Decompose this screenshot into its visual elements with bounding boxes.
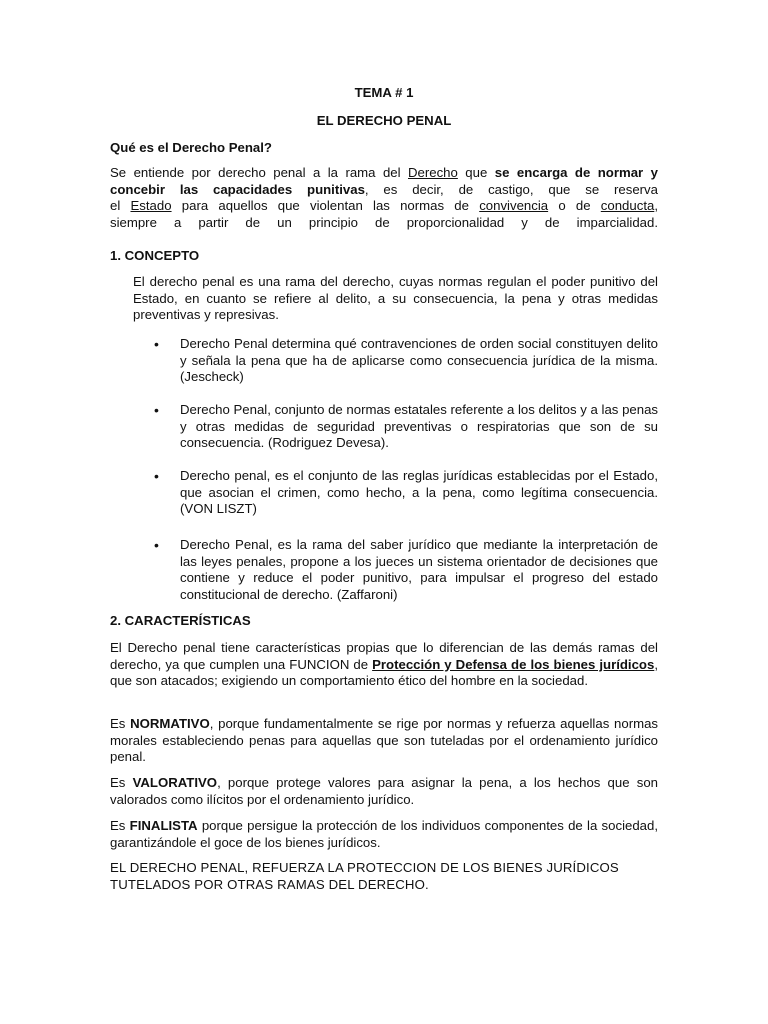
- intro-text: o de: [548, 198, 601, 214]
- section-2-closing-statement: EL DERECHO PENAL, REFUERZA LA PROTECCION DE LOS BIENES JURÍDICOS TUTELADOS POR OTRAS RAMAS DEL DERECHO.: [110, 860, 619, 892]
- keyword-finalista: FINALISTA: [129, 818, 198, 833]
- bullet-item-zaffaroni: Derecho Penal, es la rama del saber jurídico que mediante la interpretación de las leyes penales, propone a los jueces un sistema orientador de decisiones que contiene y reduce el poder punitivo, para impulsar el progreso del estado constitucional de derecho. (Zaffaroni): [180, 537, 658, 602]
- bullet-marker: •: [154, 537, 159, 553]
- bullet-marker: •: [154, 468, 159, 484]
- intro-line-3: [110, 198, 658, 215]
- document-subtitle: EL DERECHO PENAL: [316, 113, 452, 128]
- bold-underlined-phrase: Protección y Defensa de los bienes jurídicos: [372, 656, 655, 672]
- section-2-text: porque persigue la protección de los individuos componentes de la sociedad, garantizándole el goce de los bienes jurídicos.: [110, 818, 659, 850]
- bullet-item-von-liszt: Derecho penal, es el conjunto de las reglas jurídicas establecidas por el Estado, que asocian el crimen, como hecho, a la pena, como legítima consecuencia. (VON LISZT): [180, 468, 658, 517]
- section-2-text: Es: [110, 775, 133, 790]
- intro-line-2: [110, 182, 658, 199]
- intro-text: el: [110, 198, 131, 214]
- document-title: TEMA # 1: [354, 85, 414, 100]
- keyword-valorativo: VALORATIVO: [132, 775, 218, 790]
- section-2-text: El Derecho penal tiene características propias que lo diferencian de las demás ramas del derecho, ya que cumplen una FUNCION de: [110, 640, 658, 672]
- intro-text: que: [457, 165, 495, 180]
- intro-bold-text: se encarga de normar y: [494, 165, 658, 180]
- keyword-normativo: NORMATIVO: [130, 716, 210, 731]
- bullet-marker: •: [154, 336, 159, 352]
- section-1-paragraph: El derecho penal es una rama del derecho, cuyas normas regulan el poder punitivo del Estado, en cuanto se refiere al delito, a su consecuencia, la pena y otras medidas preventivas y represivas.: [133, 274, 658, 323]
- intro-text: para aquellos que violentan las normas de: [171, 198, 480, 214]
- question-heading: Qué es el Derecho Penal?: [110, 140, 272, 155]
- section-1-heading: 1. CONCEPTO: [110, 248, 200, 263]
- link-conducta[interactable]: conducta: [600, 198, 655, 214]
- link-estado[interactable]: Estado: [130, 198, 172, 214]
- section-2-text: , porque fundamentalmente se rige por normas y refuerza aquellas normas morales estableciendo penas para aquellas que son tuteladas por el ordenamiento jurídico penal.: [110, 716, 658, 765]
- link-convivencia[interactable]: convivencia: [479, 198, 549, 214]
- section-2-text: , que son atacados; exigiendo un comportamiento ético del hombre en la sociedad.: [110, 656, 658, 689]
- intro-text: Se entiende por derecho penal a la rama del: [110, 165, 408, 180]
- section-2-paragraph-1: [110, 640, 658, 690]
- intro-text: , es decir, de castigo, que se reserva: [364, 181, 658, 197]
- section-2-paragraph-finalista: [110, 818, 658, 851]
- section-2-paragraph-normativo: [110, 716, 658, 766]
- intro-line-4: siempre a partir de un principio de proporcionalidad y de imparcialidad.: [110, 214, 658, 230]
- intro-text: ,: [654, 198, 658, 214]
- intro-bold-text: concebir las capacidades punitivas: [110, 181, 365, 197]
- bullet-item-rodriguez-devesa: Derecho Penal, conjunto de normas estatales referente a los delitos y a las penas y otras medidas de seguridad preventivas o respiratorias que son de su consecuencia. (Rodriguez Devesa).: [180, 402, 658, 451]
- section-2-text: Es: [110, 716, 131, 731]
- section-2-text: Es: [110, 818, 130, 833]
- bullet-item-jescheck: Derecho Penal determina qué contravenciones de orden social constituyen delito y señala la pena que ha de aplicarse como consecuencia jurídica de la misma. (Jescheck): [180, 336, 658, 385]
- intro-paragraph: [110, 165, 658, 231]
- intro-line-1: [110, 165, 658, 182]
- bullet-marker: •: [154, 402, 159, 418]
- section-2-paragraph-valorativo: [110, 775, 658, 808]
- section-2-text: , porque protege valores para asignar la pena, a los hechos que son valorados como ilícitos por el ordenamiento jurídico.: [110, 775, 658, 807]
- link-derecho[interactable]: Derecho: [408, 165, 458, 180]
- section-2-heading: 2. CARACTERÍSTICAS: [110, 613, 251, 628]
